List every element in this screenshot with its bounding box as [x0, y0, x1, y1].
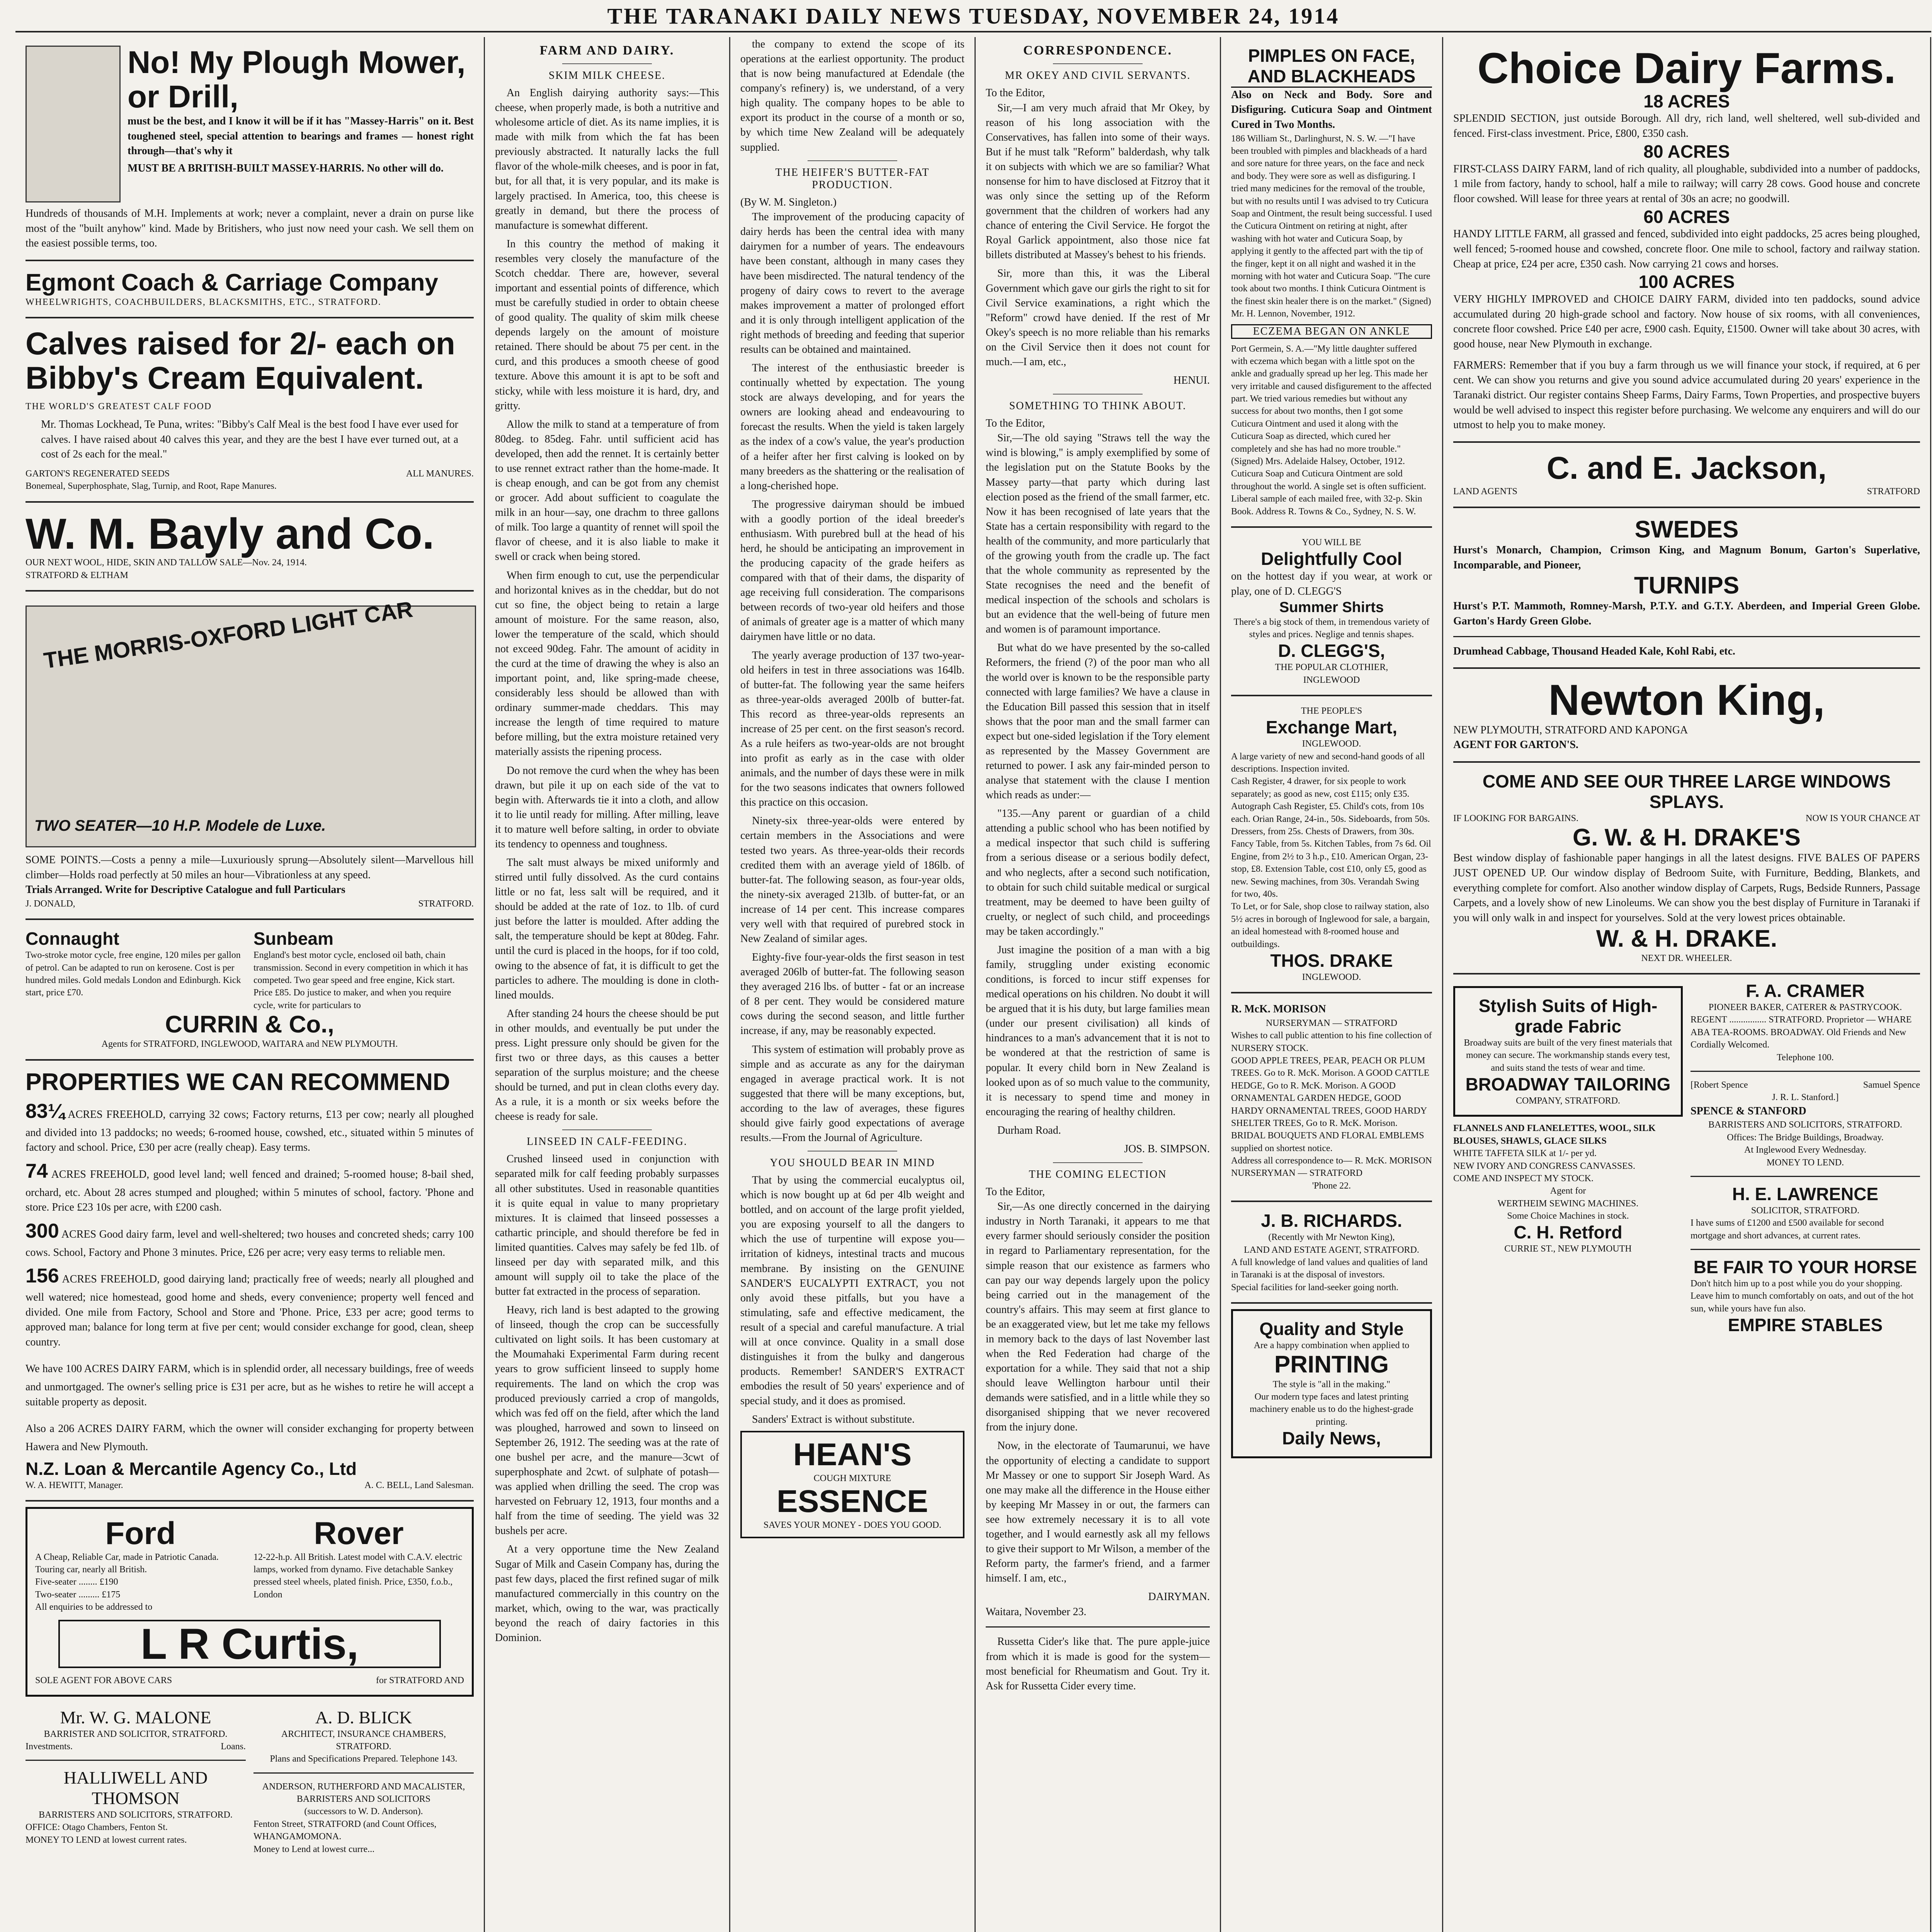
massey-harris-ad: [26, 37, 474, 261]
exchange-mart-ad: [1231, 696, 1432, 993]
jackson-town: STRATFORD: [1867, 486, 1920, 497]
turnips-body: Hurst's P.T. Mammoth, Romney-Marsh, P.T.Y. and G.T.Y. Aberdeen, and Imperial Green Globe. Garton's Hardy Green Globe.: [1453, 600, 1920, 627]
election-letter: [986, 1199, 1210, 1586]
retford-choice: Some Choice Machines in stock.: [1507, 1211, 1629, 1221]
property-acres: 83¼: [26, 1100, 65, 1122]
morison-name: R. McK. MORISON: [1231, 1003, 1326, 1015]
newton-name: Newton King,: [1548, 676, 1825, 724]
linseed-title: LINSEED IN CALF-FEEDING.: [527, 1136, 687, 1148]
anderson-offices: Fenton Street, STRATFORD (and Count Offices, WHANGAMOMONA.: [253, 1819, 437, 1842]
bayly-name: W. M. Bayly and Co.: [26, 509, 434, 558]
connaught-title: Connaught: [26, 929, 119, 949]
clegg-body: on the hottest day if you wear, at work or play, one of D. CLEGG'S: [1231, 570, 1432, 597]
article-paragraph: That by using the commercial eucalyptus oil, which is now bought up at 6d per 4lb weight and bottled, and on account of the large profit yielded, you are exposing yourself to all the dangers to which the use of turpentine will expose you—irritation of kidneys, intestinal tracts and mucous membrane. By insisting on the GENUINE SANDER'S EUCALYPTI EXTRACT, you not only avoid these pitfalls, but you have a stimulating, safe and effective medicament, the result of a special and careful manufacture. A trial will at once convince. Quality in a small dose distinguishes it from the bulky and dangerous products. Remember! SANDER'S EXTRACT embodies the result of 50 years' experience and of special study, and it does as promised.: [740, 1174, 964, 1407]
article-paragraph: After standing 24 hours the cheese should be put in other moulds, and eventually be put under the press. Light pressure only should be given for the first two or three days, as this causes a better separation of the surplus moisture; and the cheese should be turned, and put in clean cloths every day. As a rule, it is a month or six weeks before the cheese is ready for sale.: [495, 1007, 719, 1123]
retford-ivory: NEW IVORY AND CONGRESS CANVASSES.: [1453, 1161, 1635, 1171]
clegg-ad: [1231, 528, 1432, 696]
halliwell-office: OFFICE: Otago Chambers, Fenton St.: [26, 1822, 168, 1833]
choice-headline: Choice Dairy Farms.: [1477, 44, 1896, 92]
drake-next: NEXT DR. WHEELER.: [1641, 953, 1732, 963]
article-paragraph: Do not remove the curd when the whey has been drawn, but pile it up on each side of the vat to begin with. Afterwards tie it into a cloth, and allow it to lie until ready for milling. After milling, leave it to mature well before salting, in order to obviate its tendency to openness and toughness.: [495, 764, 719, 850]
lawrence-name: H. E. LAWRENCE: [1732, 1184, 1879, 1204]
listing-title: 18 ACRES: [1643, 91, 1730, 111]
article-paragraph: Allow the milk to stand at a temperature of from 80deg. to 85deg. Fahr. until sufficient acid has developed, then add the rennet. It is certainly better to use rennet extract rather than the home-made. It is cheap enough, and can be got from any chemist or grocer. Add about sufficient to coagulate the milk in an hour—say, one drachm to three gallons of milk. Too large a quantity of rennet will spoil the flavor of cheese, and it is also liable to make it swell or crack when being stored.: [495, 418, 719, 563]
property-acres: 300: [26, 1219, 59, 1242]
properties-ad: [26, 1061, 474, 1502]
correspondence-heading: CORRESPONDENCE.: [1023, 43, 1172, 58]
property-text: ACRES FREEHOLD, good level land; well fenced and drained; 5-roomed house; 8-bail shed, orchard, etc. About 28 acres stumped and ploughed; within 5 minutes of school, factory. 'Phone and store. Price £23 10s per acre, with £200 cash.: [26, 1168, 474, 1214]
printing-tag: The style is "all in the making.": [1272, 1379, 1391, 1389]
article-paragraph: In this country the method of making it resembles very closely the manufacture of the Scotch cheddar. There are, however, several important and essential points of difference, which must be carefully studied in order to obtain cheese of good quality. The quality of skim milk cheese depends largely on the amount of moisture retained. There should be about 75 per cent. in the curd, and this produces a smooth cheese of good texture. Above this amount it is apt to be soft and sticky, while with less moisture it is hard, dry, and gritty.: [495, 238, 719, 412]
property-listing: [26, 1262, 474, 1350]
clegg-town: INGLEWOOD: [1303, 675, 1360, 685]
printing-big: PRINTING: [1274, 1351, 1389, 1378]
eczema-title: ECZEMA BEGAN ON ANKLE: [1231, 324, 1432, 339]
exchange-extra: To Let, or for Sale, shop close to railway station, also 5½ acres in borough of Inglewood for sale, a bargain, an ideal homestead with 8-roomed house and outbuildings.: [1231, 901, 1430, 949]
article-paragraph: Ninety-six three-year-olds were entered by certain members in the Associations and were tested two years. As three-year-olds their records credited them with an average yield of 186lb. of butter-fat. The following season, as four-year olds, the ninety-six averaged 213lb. of butter-fat, or an increase of 14 per cent. This increase compares very well with that required of purebred stock in New Zealand of similar ages.: [740, 815, 964, 945]
all-manures: ALL MANURES.: [406, 468, 474, 479]
morison-items: GOOD APPLE TREES, PEAR, PEACH OR PLUM TREES. Go to R. McK. Morison. A GOOD CATTLE HEDGE, Go to R. McK. Morison. A GOOD ORNAMENTAL GARDEN HEDGE, GOOD HARDY ORNAMENTAL TREES, GOOD HARDY SHELTER TREES, Go to R. McK. Morison. BRIDAL BOUQUETS AND FLORAL EMBLEMS supplied on shortest notice.: [1231, 1055, 1430, 1153]
halliwell-money: MONEY TO LEND at lowest current rates.: [26, 1835, 187, 1845]
spence-name: SPENCE & STANFORD: [1690, 1105, 1806, 1117]
retford-stock: COME AND INSPECT MY STOCK.: [1453, 1173, 1594, 1184]
spence-sub: J. R. L. Stanford.]: [1772, 1092, 1839, 1103]
election-salute: To the Editor,: [986, 1185, 1045, 1198]
listing-body: FIRST-CLASS DAIRY FARM, land of rich quality, all ploughable, subdivided into a number of paddocks, 1 mile from factory, handy to school, half a mile to railway; will carry 28 cows. Good house and concrete floor cowshed. Will lease for three years at rental of 30s an acre; no goodwill.: [1453, 163, 1920, 205]
richards-sub: (Recently with Mr Newton King),: [1268, 1232, 1395, 1243]
column-3: [730, 37, 976, 1932]
spence-office: Offices: The Bridge Buildings, Broadway.: [1727, 1132, 1884, 1143]
halliwell-title: BARRISTERS AND SOLICITORS, STRATFORD.: [39, 1810, 233, 1820]
malone-loans: Loans.: [221, 1741, 246, 1752]
clegg-headline: Delightfully Cool: [1261, 549, 1402, 569]
exchange-items: Cash Register, 4 drawer, for six people to work separately; as good as new, cost £115; only £35. Autograph Cash Register, £5. Child's cots, from 10s each. Orian Range, 24-in., 50s. Sideboards, from 50s. Dressers, from 25s. Chests of Drawers, from 30s. Fancy Table, from 5s. Kitchen Tables, from 7s 6d. Oil Engine, from 2½ to 3 h.p., £10. American Organ, 23-stop, £8. Extension Table, cost £10, only £5, good as new. Sewing machines, from 30s. Verandah Swing for two, 40s.: [1231, 776, 1431, 899]
halliwell-name: HALLIWELL AND THOMSON: [63, 1768, 208, 1808]
plough-must: MUST BE A BRITISH-BUILT MASSEY-HARRIS. No other will do.: [128, 162, 444, 174]
lawrence-role: SOLICITOR, STRATFORD.: [1751, 1205, 1860, 1216]
skim-milk-title: SKIM MILK CHEESE.: [548, 70, 666, 82]
cramer-role: PIONEER BAKER, CATERER & PASTRYCOOK.: [1708, 1002, 1902, 1013]
properties-list: [26, 1098, 474, 1455]
manures-list: Bonemeal, Superphosphate, Slag, Turnip, and Root, Rape Manures.: [26, 481, 277, 492]
article-paragraph: The salt must always be mixed uniformly and stirred until fully dissolved. As the curd contains little or no fat, less salt will be required, and it should be added at the rate of 1oz. to 1lb. of curd just before the latter is moulded. After adding the salt, the temperature should be kept at 80deg. Fahr. until the curd is placed in the hoops, for if too cold, owing to the absence of fat, it is difficult to get the particles to adhere. The moulding is done in cloth-lined moulds.: [495, 856, 719, 1001]
morris-trials: Trials Arranged. Write for Descriptive Catalogue and full Particulars: [26, 884, 345, 896]
retford-goods: FLANNELS AND FLANELETTES, WOOL, SILK BLOUSES, SHAWLS, GLACE SILKS: [1453, 1123, 1656, 1146]
article-paragraph: An English dairying authority says:—This cheese, when properly made, is both a nutritive and wholesome article of diet. As its name implies, it is made with milk from which the fat has been previously abstracted. It naturally lacks the full flavor of the whole-milk cheeses, and is poor in fat, but, for all that, it is very popular, and its make is largely practised. In America, too, this cheese is greatly in demand, but there the process of manufacture is somewhat different.: [495, 87, 719, 231]
egmont-ad: [26, 261, 474, 319]
drake-body: Best window display of fashionable paper hangings in all the latest designs. FIVE BALES OF PAPERS JUST OPENED UP. Our window display of Bedroom Suite, with Furniture, Bedding, Blankets, and everything complete for comfort. Also another window display of Carpets, Rugs, Bedside Runners, Passage Carpets, and a lovely show of new Linoleums. We can show you the best display of Furniture in Taranaki if you will only walk in and inspect for yourselves. Sold at the very lowest prices obtainable.: [1453, 852, 1920, 924]
article-paragraph: The progressive dairyman should be imbued with a goodly portion of the ideal breeder's enthusiasm. With purebred bull at the head of his herd, he should be anticipating an improvement in the producing capacity of the grade heifers as compared with that of their dams, the disparity of age receiving full consideration. The comparisons between records of two-year old heifers and those of animals of greater age is a matter of which many dairymen have little or no data.: [740, 498, 964, 643]
exchange-intro: THE PEOPLE'S: [1301, 706, 1362, 716]
professional-cards: [26, 1702, 474, 1855]
broadway-name: BROADWAY TAILORING: [1465, 1074, 1671, 1095]
clegg-desc: There's a big stock of them, in tremendous variety of styles and prices. Neglige and tennis shapes.: [1233, 617, 1430, 639]
lawrence-body: I have sums of £1200 and £500 available for second mortgage and short advances, at current rates.: [1690, 1218, 1884, 1241]
sugar-milk-continued: [740, 37, 964, 155]
article-paragraph: When firm enough to cut, use the perpendicular and horizontal knives as in the cheddar, but do not cut so fine, the object being to retain a large amount of moisture. For the same reason, also, lower the temperature of the scald, which should not exceed 90deg. Fahr. The amount of acidity in the curd at the time of drawing the whey is also an important point, and, like spring-made cheese, considerably less should be allowed than with ordinary summer-made cheddars. This may increase the length of time required to mature before milling, but the extra moisture retained very materially assists the ripening process.: [495, 569, 719, 758]
article-paragraph: Sir,—The old saying "Straws tell the way the wind is blowing," is amply exemplified by some of the legislation put on the Statute Books by the Massey party—that party which during last election posed as the friend of the small farmer, etc. Now it has been recognised of late years that the State has a certain responsibility with regard to the health of the community, and more particularly that of the growing youth from the cradle up. The fact that the whole community as represented by the State recognises the need and the benefit of medical inspection of the schools and scholars is but an evidence that the well-being of future men and women is of paramount importance.: [986, 432, 1210, 636]
curtis-name: L R Curtis,: [58, 1620, 441, 1668]
ford-two: Two-seater ......... £175: [35, 1589, 121, 1600]
malone-name: Mr. W. G. MALONE: [60, 1707, 211, 1727]
richards-body: A full knowledge of land values and qualities of land in Taranaki is at the disposal of investors.: [1231, 1257, 1428, 1280]
cuticura-headline: PIMPLES ON FACE, AND BLACKHEADS: [1231, 46, 1432, 88]
morison-body: Wishes to call public attention to his fine collection of NURSERY STOCK.: [1231, 1031, 1432, 1053]
drake-name: G. W. & H. DRAKE'S: [1573, 824, 1801, 851]
property-listing: [26, 1158, 474, 1215]
retford-name: C. H. Retford: [1514, 1222, 1622, 1243]
listing-body: VERY HIGHLY IMPROVED and CHOICE DAIRY FARM, divided into ten paddocks, sound advice accumulated during 20 high-grade school and factory. Now house of six rooms, with all conveniences, concrete floor cowshed. Price £40 per acre, £900 cash. Equity, £1500. Owner will take about 30 acres, with good house, near New Plymouth in exchange.: [1453, 293, 1920, 350]
spence-inglewood: At Inglewood Every Wednesday.: [1744, 1145, 1866, 1155]
property-text: ACRES Good dairy farm, level and well-sheltered; two houses and concreted sheds; carry 100 cows. School, Factory and Phone 3 minutes. Price, £26 per acre; very easy terms to reliable men.: [26, 1228, 474, 1259]
drake-ad: [1453, 763, 1920, 975]
article-paragraph: At a very opportune time the New Zealand Sugar of Milk and Casein Company has, during the past few days, placed the first refined sugar of milk manufactured commercially in this country on the market, which, owing to the war, was practically beyond the reach of dairy factories in this Dominion.: [495, 1543, 719, 1644]
fair-body: Don't hitch him up to a post while you do your shopping. Leave him to munch comfortably on oats, and out of the hot sun, while yours have fun also.: [1690, 1278, 1914, 1314]
article-paragraph: Sir,—I am very much afraid that Mr Okey, by reason of his long association with the Conservatives, has fallen into some of their ways. But if he must talk "Reform" balderdash, why talk it on subjects with which we are so familiar? What nonsense for him to have disclosed at Fitzroy that it was only since the setting up of the Reform government that the children of workers had any chance of entering the Civil Service. He forgot the Royal Garlick appointment, also those nice fat billets distributed at Massey's behest to his friends.: [986, 102, 1210, 261]
clegg-tag: THE POPULAR CLOTHIER,: [1275, 662, 1388, 673]
egmont-name: Egmont Coach & Carriage Company: [26, 269, 438, 296]
plough-footer: Hundreds of thousands of M.H. Implements at work; never a complaint, never a drain on purse like most of the "built anyhow" kind. Made by Britishers, who just now need your cash. We sell them on the easiest possible terms, too.: [26, 207, 474, 250]
think-salute: To the Editor,: [986, 417, 1045, 429]
cuticura-body: 186 William St., Darlinghurst, N. S. W. —"I have been troubled with pimples and blackheads of a hard and sore nature for three years, on the face and neck and body. They were sore as well as disfiguring. I tried many medicines for the removal of the trouble, but with no results until I was advised to try Cuticura Soap and Ointment, the result being successful. I used the Cuticura Ointment on retiring at night, after washing with hot water and Cuticura Soap, by applying it gently to the affected part with the tip of the finger, kept it on all night and washed it in the morning with hot water and Cuticura Soap. "The cure took about two months. I think Cuticura Ointment is the finest skin healer there is on the market." (Signed) Mr. H. Lennon, November, 1912.: [1231, 133, 1432, 319]
listing-body: HANDY LITTLE FARM, all grassed and fenced, subdivided into eight paddocks, 25 acres being ploughed, well fenced; 5-roomed house and cowshed, concrete floor. One mile to school, factory and railway station. Cheap at price, £24 per acre, £350 cash. Now carrying 21 cows and horses.: [1453, 228, 1920, 270]
seeds-ad: [1453, 508, 1920, 669]
property-acres: 156: [26, 1265, 59, 1287]
morison-address: Address all correspondence to— R. McK. MORISON NURSERYMAN — STRATFORD: [1231, 1156, 1432, 1179]
column-4: [976, 37, 1221, 1932]
hean-product: ESSENCE: [777, 1484, 928, 1519]
spence-left: [Robert Spence: [1690, 1080, 1748, 1090]
property-text: ACRES FREEHOLD, carrying 32 cows; Factory returns, £13 per cow; nearly all ploughed and divided into 13 paddocks; no weeds; 6-roomed house, cowshed, etc., situated within 5 minutes of factory and school. Price, £30 per acre (really cheap). Easy terms.: [26, 1108, 474, 1154]
election-sign: DAIRYMAN.: [1148, 1591, 1210, 1603]
drake-firm: W. & H. DRAKE.: [1596, 925, 1777, 952]
exchange-name: Exchange Mart,: [1266, 717, 1397, 738]
think-title: SOMETHING TO THINK ABOUT.: [1009, 400, 1187, 412]
bear-in-mind-title: YOU SHOULD BEAR IN MIND: [770, 1157, 935, 1169]
retford-agent: Agent for: [1550, 1186, 1586, 1196]
article-paragraph: The yearly average production of 137 two-year-old heifers in test in three associations was 164lb. of butter-fat. The following year the same heifers as three-year-olds averaged 200lb of butter-fat. This record as three-year-olds represents an increase of 25 per cent. on the first season's record. As a rule heifers as two-year-olds are not brought into profit as early as in the case with older animals, and the number of days these were in milk for the two seasons indicates that owners followed this practice on this occasion.: [740, 649, 964, 809]
newton-sub: NEW PLYMOUTH, STRATFORD AND KAPONGA: [1453, 724, 1688, 736]
think-letter: [986, 431, 1210, 1138]
cuticura-ad: [1231, 37, 1432, 528]
morris-ad: [26, 592, 474, 920]
morris-points: SOME POINTS.—Costs a penny a mile—Luxuriously sprung—Absolutely silent—Marvellous hill climber—Holds road perfectly at 50 miles an hour—Vibrationless at any speed.: [26, 854, 474, 881]
anderson-title: BARRISTERS AND SOLICITORS: [296, 1794, 431, 1804]
printing-paper: Daily News,: [1282, 1428, 1381, 1449]
curtis-for: for STRATFORD AND: [376, 1675, 464, 1686]
property-listing: [26, 1098, 474, 1155]
drake-top: COME AND SEE OUR THREE LARGE WINDOWS SPLAYS.: [1482, 771, 1891, 812]
election-place: Waitara, November 23.: [986, 1605, 1087, 1618]
heifer-title: THE HEIFER'S BUTTER-FAT PRODUCTION.: [775, 166, 930, 191]
skim-milk-article: [495, 86, 719, 1124]
currin-sub: Agents for STRATFORD, INGLEWOOD, WAITARA and NEW PLYMOUTH.: [101, 1039, 398, 1049]
motorcycles-ad: [26, 920, 474, 1060]
article-paragraph: Crushed linseed used in conjunction with separated milk for calf feeding probably surpasses all other substitutes. Used in reasonable quantities it is quite equal in value to many proprietary mixtures. It is claimed that linseed possesses a cathartic principle, and should therefore be fed in limited quantities. Calves may safely be fed 1lb. of linseed per day with separated milk, and this amount will supply oil to take the place of the butter fat extracted in the process of separation.: [495, 1153, 719, 1298]
farmer-illustration: [26, 46, 121, 202]
blick-title: ARCHITECT, INSURANCE CHAMBERS, STRATFORD.: [281, 1729, 446, 1752]
bayly-sub: OUR NEXT WOOL, HIDE, SKIN AND TALLOW SALE—Nov. 24, 1914.: [26, 558, 307, 568]
drake-sub1: IF LOOKING FOR BARGAINS.: [1453, 813, 1579, 823]
car-illustration: [26, 597, 476, 847]
cramer-body: REGENT ................ STRATFORD. Proprietor — WHARE ABA TEA-ROOMS. BROADWAY. Old Friends and New Cordially Welcomed.: [1690, 1015, 1912, 1050]
ford-body: A Cheap, Reliable Car, made in Patriotic Canada. Touring car, nearly all British.: [35, 1552, 219, 1575]
morison-role: NURSERYMAN — STRATFORD: [1265, 1018, 1398, 1028]
morison-ad: [1231, 993, 1432, 1202]
linseed-article: [495, 1152, 719, 1645]
bibby-ad: [26, 318, 474, 502]
bayly-ad: [26, 503, 474, 592]
article-paragraph: But what do we have presented by the so-called Reformers, the friend (?) of the poor man who all the world over is known to be the responsible party connected with large families? We have a clause in the Education Bill passed this session that in itself shows that the poor man and the small farmer can expect but one-sided legislation if the Tory element as represented by the Massey Government are returned to power. I ask any fair-minded person to analyse that statement with the clause I mention which reads as under:—: [986, 642, 1210, 801]
bayly-place: STRATFORD & ELTHAM: [26, 570, 128, 580]
exchange-owner-town: INGLEWOOD.: [1302, 972, 1361, 982]
cuticura-sub: Also on Neck and Body. Sore and Disfiguring. Cuticura Soap and Ointment Cured in Two Months.: [1231, 88, 1432, 131]
printing-mid: Are a happy combination when applied to: [1253, 1340, 1410, 1350]
listing-title: 80 ACRES: [1643, 141, 1730, 162]
malone-title: BARRISTER AND SOLICITOR, STRATFORD.: [44, 1729, 228, 1739]
ford-title: Ford: [105, 1516, 176, 1551]
morison-phone: 'Phone 22.: [1312, 1180, 1351, 1191]
drake-sub2: NOW IS YOUR CHANCE AT: [1805, 813, 1920, 823]
richards-name: J. B. RICHARDS.: [1261, 1211, 1402, 1231]
nzloan-name: N.Z. Loan & Mercantile Agency Co., Ltd: [26, 1458, 357, 1479]
property-acres: 74: [26, 1160, 48, 1182]
newton-king-ad: [1453, 669, 1920, 763]
jackson-sub: LAND AGENTS: [1453, 486, 1517, 497]
cramer-name: F. A. CRAMER: [1746, 981, 1865, 1001]
eczema-body: Port Germein, S. A.—"My little daughter suffered with eczema which began with a little spot on the ankle and gradually spread up her leg. This made her very irritable and caused disfigurement to the affected part. We tried various remedies but without any success for about two months, then I got some Cuticura Ointment and used it along with the Cuticura Soap as directed, which cured her completely and she has had no more trouble." (Signed) Mrs. Adelaide Halsey, October, 1912. Cuticura Soap and Cuticura Ointment are sold throughout the world. A single set is often sufficient. Liberal sample of each mailed free, with 32-p. Skin Book. Address R. Towns & Co., Sydney, N. S. W.: [1231, 344, 1432, 517]
okey-sign: HENUI.: [1173, 374, 1210, 387]
malone-investments: Investments.: [26, 1741, 73, 1752]
masthead: THE TARANAKI DAILY NEWS TUESDAY, NOVEMBER 24, 1914: [15, 3, 1931, 32]
garton-seeds: GARTON'S REGENERATED SEEDS: [26, 468, 170, 479]
election-title: THE COMING ELECTION: [1029, 1168, 1167, 1180]
farm-dairy-heading: FARM AND DAIRY.: [539, 43, 675, 58]
bibby-testimonial: Mr. Thomas Lockhead, Te Puna, writes: "Bibby's Calf Meal is the best food I have ever used for calves. I have raised about 40 calves this year, and they are the best I have ever turned out, at a cost of 2s each for the meal.": [41, 418, 458, 461]
nzloan-left: W. A. HEWITT, Manager.: [26, 1480, 123, 1490]
exchange-owner: THOS. DRAKE: [1270, 950, 1393, 971]
property-text: ACRES FREEHOLD, good dairying land; practically free of weeds; nearly all ploughed and well watered; nice homestead, good home and sheds, every convenience; property well fenced and divided. One mile from Factory, School and Store and 'Phone. Price, £33 per acre; good terms to approved man; balance for long term at five per cent; would consider exchange for good, clean, sheep country.: [26, 1273, 474, 1348]
ford-enquiries: All enquiries to be addressed to: [35, 1602, 153, 1612]
listing-title: 60 ACRES: [1643, 206, 1730, 227]
cramer-phone: Telephone 100.: [1777, 1052, 1834, 1063]
morris-town: STRATFORD.: [418, 898, 474, 909]
article-paragraph: Sanders' Extract is without substitute.: [752, 1413, 915, 1426]
broadway-co: COMPANY, STRATFORD.: [1515, 1095, 1621, 1106]
okey-salute: To the Editor,: [986, 87, 1045, 99]
broadway-ad: [1453, 986, 1683, 1117]
broadway-body: Broadway suits are built of the very finest materials that money can secure. The workmanship stands every test, and suits stand the tests of wear and time.: [1464, 1037, 1672, 1073]
retford-taffeta: WHITE TAFFETA SILK at 1/- per yd.: [1453, 1148, 1597, 1159]
okey-letter: [986, 101, 1210, 369]
russetta-cider: Russetta Cider's like that. The pure apple-juice from which it is made is good for the system—most beneficial for Rheumatism and Gout. Try it. Ask for Russetta Cider every time.: [986, 1636, 1210, 1692]
farm-listings: [1453, 91, 1920, 352]
property-listing: [26, 1412, 474, 1454]
anderson-sub: (successors to W. D. Anderson).: [304, 1806, 423, 1817]
column-6: [1443, 37, 1931, 1932]
article-paragraph: Just imagine the position of a man with a big family, struggling under existing economic conditions, is forced to incur stiff expenses for medical operations on his children. No doubt it will be argued that it is his duty, but large families mean (under our present civilisation) all kinds of hindrances to a man's advancement that it is not to be wondered at that the restriction of same is popular. It every child born in New Zealand is looked upon as of so much value to the community, it is necessary to spend time and money in encouraging the rearing of healthy children.: [986, 944, 1210, 1118]
anderson-name: ANDERSON, RUTHERFORD AND MACALISTER,: [262, 1781, 465, 1792]
spence-role: BARRISTERS AND SOLICITORS, STRATFORD.: [1708, 1120, 1902, 1130]
fair-title: BE FAIR TO YOUR HORSE: [1693, 1257, 1917, 1277]
heifer-byline: (By W. M. Singleton.): [740, 196, 837, 208]
broadway-top: Stylish Suits of High-grade Fabric: [1478, 996, 1658, 1037]
spence-right: Samuel Spence: [1863, 1080, 1920, 1090]
farmers-notice: FARMERS: Remember that if you buy a farm through us we will finance your stock, if required, at 6 per cent. We can show you returns and give you sound advice accumulated during 20 years' experience in the Taranaki district. Our register contains Sheep Farms, Dairy Farms, Town Properties, and prospective buyers would be well advised to inspect this register before purchasing. We welcome any enquirers and will do our utmost to help you to make money.: [1453, 359, 1920, 431]
choice-dairy-ad: [1453, 37, 1920, 443]
article-paragraph: the company to extend the scope of its operations at the earliest opportunity. The product that is now being manufactured at Edendale (the company's refinery) is, we understand, of a very high quality. The company hopes to be able to export its product in the course of a month or so, by which time New Zealand will be adequately supplied.: [740, 38, 964, 153]
article-paragraph: The interest of the enthusiastic breeder is continually whetted by expectation. The young stock are always developing, and for years the owners are looking ahead and endeavouring to forecast the results. When the yield is taken largely as the index of a cow's value, the year's production of a heifer after her first calving is looked on by many breeders as the shattering or the realisation of a long-cherished hope.: [740, 362, 964, 492]
curtis-sole: SOLE AGENT FOR ABOVE CARS: [35, 1675, 172, 1686]
newton-agent: AGENT FOR GARTON'S.: [1453, 739, 1578, 751]
bottom-right-grid: [1453, 975, 1920, 1335]
bear-in-mind-article: [740, 1173, 964, 1427]
rover-title: Rover: [314, 1516, 404, 1551]
turnips-title: TURNIPS: [1634, 572, 1740, 599]
article-paragraph: This system of estimation will probably prove as simple and as accurate as any for the dairyman engaged in average practical work. It is not suggested that there will be many exceptions, but, according to the law of averages, these figures should give fairly good expectations of average results.—From the Journal of Agriculture.: [740, 1043, 964, 1144]
property-listing: [26, 1218, 474, 1260]
article-paragraph: Durham Road.: [997, 1124, 1061, 1136]
connaught-body: Two-stroke motor cycle, free engine, 120 miles per gallon of petrol. Can be adapted to run on kerosene. Cost is per hundred miles. Gold medals London and Edinburgh. Kick start, price £70.: [26, 950, 241, 998]
ford-five: Five-seater ........ £190: [35, 1577, 118, 1587]
retford-addr: CURRIE ST., NEW PLYMOUTH: [1504, 1244, 1632, 1254]
article-paragraph: Sir, more than this, it was the Liberal Government which gave our girls the right to sit for Civil Service examinations, a right which the "Reform" crowd have denied. If the rest of Mr Okey's speech is no more reliable than his remarks on the Civil Service then it does not count for much.—I am, etc.,: [986, 267, 1210, 368]
listing-body: SPLENDID SECTION, just outside Borough. All dry, rich land, well sheltered, well sub-divided and fenced. First-class investment. Price, £800, £350 cash.: [1453, 112, 1920, 140]
property-text: We have 100 ACRES DAIRY FARM, which is in splendid order, all necessary buildings, free of weeds and unmortgaged. The owner's selling price is £31 per acre, but as he wishes to retire he will accept a suitable property as deposit.: [26, 1363, 474, 1408]
column-2: [485, 37, 730, 1932]
printing-top: Quality and Style: [1259, 1319, 1404, 1339]
currin-name: CURRIN & Co.,: [165, 1011, 334, 1038]
article-paragraph: "135.—Any parent or guardian of a child attending a public school who has been notified by a medical inspector that such child is suffering from a serious disease or a serious bodily defect, and who neglects, after a second such notification, to obtain for such child suitable medical or surgical treatment, may be deemed to have been guilty of cruelty, or neglect of such child, and proceedings may be taken accordingly.": [986, 808, 1210, 937]
retford-wertheim: WERTHEIM SEWING MACHINES.: [1497, 1198, 1639, 1209]
article-paragraph: Heavy, rich land is best adapted to the growing of linseed, though the crop can be successfully cultivated on light soils. It has been customary at the Moumahaki Experimental Farm during recent years to grow sufficient linseed to supply home requirements. The land on which the crop was produced previously carried a crop of mangolds, which was fed off on the field, after which the land was ploughed, harrowed and sown to linseed on September 26, 1912. The seeding was at the rate of one bushel per acre, and the manure—3cwt of superphosphate and 2cwt. of sulphate of potash—was applied when drilling the seed. The crop was harvested on February 12, 1913, four months and a half from the time of seeding. The yield was 32 bushels per acre.: [495, 1304, 719, 1537]
printing-ad: [1231, 1309, 1432, 1458]
hean-name: HEAN'S: [793, 1437, 912, 1473]
morris-agent: J. DONALD,: [26, 898, 75, 909]
blick-name: A. D. BLICK: [315, 1707, 412, 1727]
richards-role: LAND AND ESTATE AGENT, STRATFORD.: [1244, 1245, 1419, 1255]
article-paragraph: Now, in the electorate of Taumarunui, we have the opportunity of electing a candidate to support Mr Massey or one to support Sir Joseph Ward. As one may make all the difference in the House either by keeping Mr Massey in or out, the farmers can see how extremely necessary it is to all vote together, and I would earnestly ask all my fellows to give their support to Mr Wilson, a member of the Reform party, the farmer's friend, and a farmer himself. I am, etc.,: [986, 1440, 1210, 1585]
clegg-intro: YOU WILL BE: [1302, 537, 1361, 548]
richards-ad: [1231, 1202, 1432, 1304]
anderson-money: Money to Lend at lowest curre...: [253, 1844, 375, 1854]
hean-cough: COUGH MIXTURE: [813, 1473, 891, 1483]
spence-money: MONEY TO LEND.: [1766, 1157, 1844, 1168]
swedes-title: SWEDES: [1634, 516, 1739, 543]
properties-title: PROPERTIES WE CAN RECOMMEND: [26, 1068, 450, 1095]
rover-body: 12-22-h.p. All British. Latest model with C.A.V. electric lamps, worked from dynamo. Five detachable Sankey pressed steel wheels, plated finish. Price, £350, f.o.b., London: [253, 1552, 463, 1600]
morris-badge: TWO SEATER—10 H.P. Modele de Luxe.: [34, 817, 326, 834]
swedes-body: Hurst's Monarch, Champion, Crimson King, and Magnum Bonum, Garton's Superlative, Incomparable, and Pioneer,: [1453, 544, 1920, 571]
plough-headline: No! My Plough Mower, or Drill,: [128, 45, 466, 114]
listing-title: 100 ACRES: [1638, 272, 1735, 292]
empire-stables: EMPIRE STABLES: [1728, 1315, 1883, 1335]
column-1: [15, 37, 485, 1932]
clegg-name: D. CLEGG'S,: [1278, 641, 1385, 661]
heans-essence-ad: [740, 1431, 964, 1538]
article-paragraph: The improvement of the producing capacity of dairy herds has been the central idea with many dairymen for a number of years. The endeavours have been constant, although in many cases they have been misdirected. The natural tendency of the progeny of dairy cows to revert to the average makes improvement a matter of prolonged effort and it is only through intelligent application of the right methods of breeding and feeding that superior results can be obtained and maintained.: [740, 211, 964, 355]
column-5: [1221, 37, 1443, 1932]
sunbeam-body: England's best motor cycle, enclosed oil bath, chain transmission. Second in every competition in which it has competed. Two gear speed and free engine, Kick start. Price £85. Do justice to maker, and when you require cycle, write for particulars to: [253, 950, 468, 1010]
exchange-town: INGLEWOOD.: [1302, 739, 1361, 749]
blick-phone: Plans and Specifications Prepared. Telephone 143.: [270, 1754, 457, 1764]
hean-tag: SAVES YOUR MONEY - DOES YOU GOOD.: [763, 1520, 942, 1530]
sunbeam-title: Sunbeam: [253, 929, 334, 949]
morris-banner: THE MORRIS-OXFORD LIGHT CAR: [42, 597, 415, 673]
article-paragraph: Sir,—As one directly concerned in the dairying industry in North Taranaki, it appears to me that every farmer should seriously consider the position in regard to Parliamentary representation, for the simple reason that our existence as farmers who can pay our way depends largely upon the policy being carried out in the management of the country's affairs. This may seem at first glance to be an exaggerated view, but let me take my fellows in memory back to the days of last November last when the Red Federation had charge of the exportation for a while. They said that not a ship should leave Wellington harbour until their demands were satisfied, and in a little while they so disorganised shipping that we never recovered from the injury done.: [986, 1201, 1210, 1434]
property-listing: [26, 1352, 474, 1410]
drumhead: Drumhead Cabbage, Thousand Headed Kale, Kohl Rabi, etc.: [1453, 645, 1735, 657]
bibby-tag: THE WORLD'S GREATEST CALF FOOD: [26, 401, 212, 412]
jackson-ad: [1453, 443, 1920, 508]
plough-body: must be the best, and I know it will be if it has "Massey-Harris" on it. Best toughened steel, special attention to bearings and frames — honest right through—that's why it: [128, 115, 474, 157]
okey-title: MR OKEY AND CIVIL SERVANTS.: [1005, 70, 1191, 82]
property-text: Also a 206 ACRES DAIRY FARM, which the owner will consider exchanging for property between Hawera and New Plymouth.: [26, 1423, 474, 1453]
richards-special: Special facilities for land-seeker going north.: [1231, 1282, 1399, 1293]
egmont-sub: WHEELWRIGHTS, COACHBUILDERS, BLACKSMITHS, ETC., STRATFORD.: [26, 297, 381, 308]
clegg-shirts: Summer Shirts: [1279, 599, 1384, 616]
exchange-desc: A large variety of new and second-hand goods of all descriptions. Inspection invited.: [1231, 751, 1425, 774]
jackson-name: C. and E. Jackson,: [1546, 450, 1827, 486]
nzloan-right: A. C. BELL, Land Salesman.: [364, 1480, 474, 1490]
bibby-headline: Calves raised for 2/- each on Bibby's Cream Equivalent.: [26, 326, 456, 396]
think-sign: JOS. B. SIMPSON.: [1124, 1143, 1210, 1155]
article-paragraph: Eighty-five four-year-olds the first season in test averaged 206lb of butter-fat. The following season they averaged 216 lbs. of butter - fat or an increase of 8 per cent. They would be considered mature cows during the second season, and little further increase, if any, may be reasonably expected.: [740, 951, 964, 1037]
heifer-article: [740, 210, 964, 1145]
printing-body: Our modern type faces and latest printing machinery enable us to do the highest-grade printing.: [1250, 1391, 1413, 1427]
ford-rover-ad: [26, 1507, 474, 1696]
